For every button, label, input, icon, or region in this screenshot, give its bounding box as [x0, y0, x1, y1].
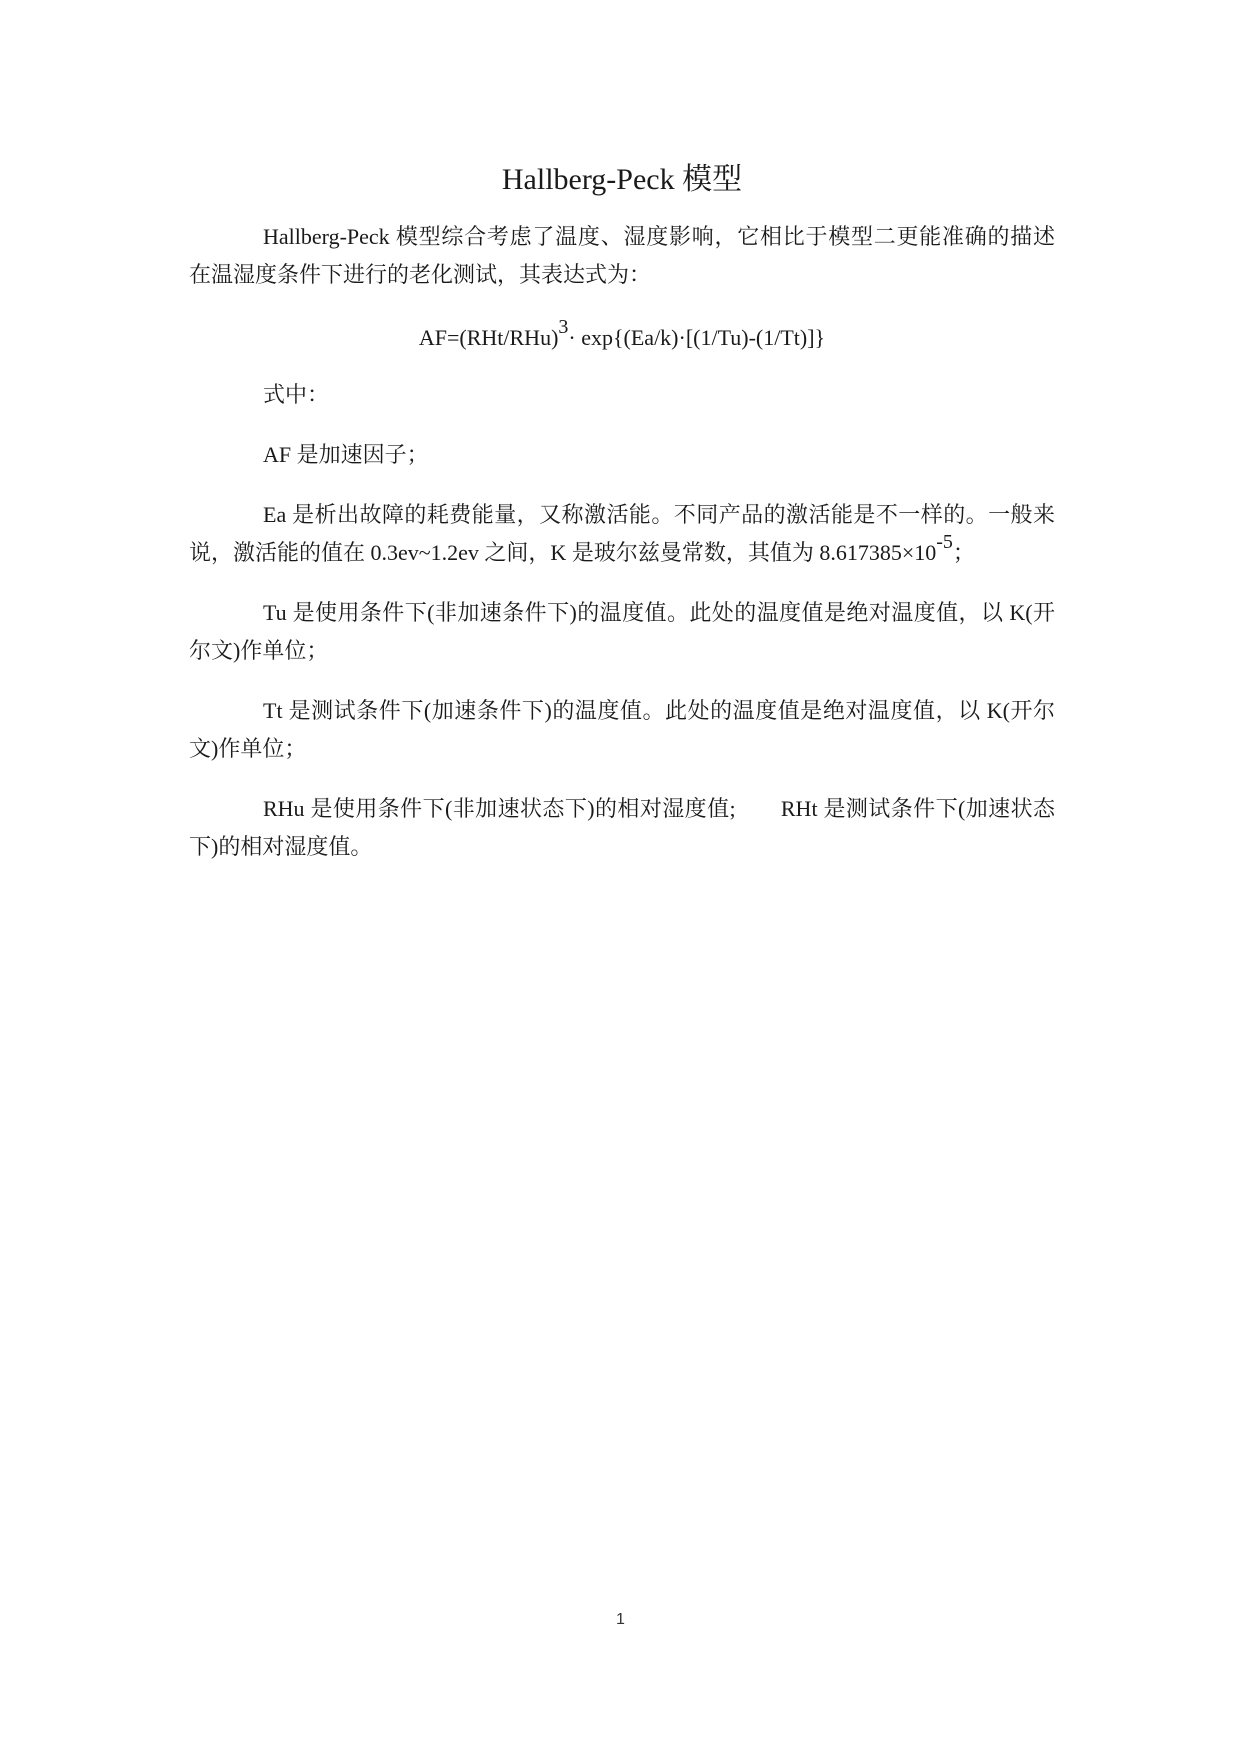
- definition-tu: Tu 是使用条件下(非加速条件下)的温度值。此处的温度值是绝对温度值，以 K(开尔文)作单位；: [189, 600, 1055, 663]
- page-number: 1: [616, 1611, 625, 1628]
- acceleration-factor-formula: [189, 316, 1055, 360]
- intro-paragraph: Hallberg-Peck 模型综合考虑了温度、湿度影响，它相比于模型二更能准确的描述在温湿度条件下进行的老化测试，其表达式为：: [189, 224, 1055, 287]
- formula-right: · exp{(Ea/k)·[(1/Tu)-(1/Tt)]}: [568, 325, 826, 350]
- definition-tt: Tt 是测试条件下(加速条件下)的温度值。此处的温度值是绝对温度值，以 K(开尔文)作单位；: [189, 698, 1055, 761]
- definition-ea: [189, 496, 1055, 572]
- boltzmann-exponent: -5: [936, 531, 953, 553]
- definition-rh: RHu 是使用条件下(非加速状态下)的相对湿度值; RHt 是测试条件下(加速状态下)的相对湿度值。: [189, 796, 1055, 859]
- document-title: Hallberg-Peck 模型: [501, 163, 743, 196]
- definition-ea-text: Ea 是析出故障的耗费能量，又称激活能。不同产品的激活能是不一样的。一般来说，激活能的值在 0.3ev~1.2ev 之间，K 是玻尔兹曼常数，其值为 8.617385×10: [189, 502, 1055, 565]
- definition-ea-end: ；: [952, 540, 975, 565]
- definition-af: AF 是加速因子；: [263, 442, 429, 467]
- document-body: [189, 160, 1055, 888]
- formula-exponent: 3: [558, 316, 569, 338]
- formula-left: AF=(RHt/RHu): [418, 325, 559, 350]
- where-label: 式中：: [263, 382, 330, 407]
